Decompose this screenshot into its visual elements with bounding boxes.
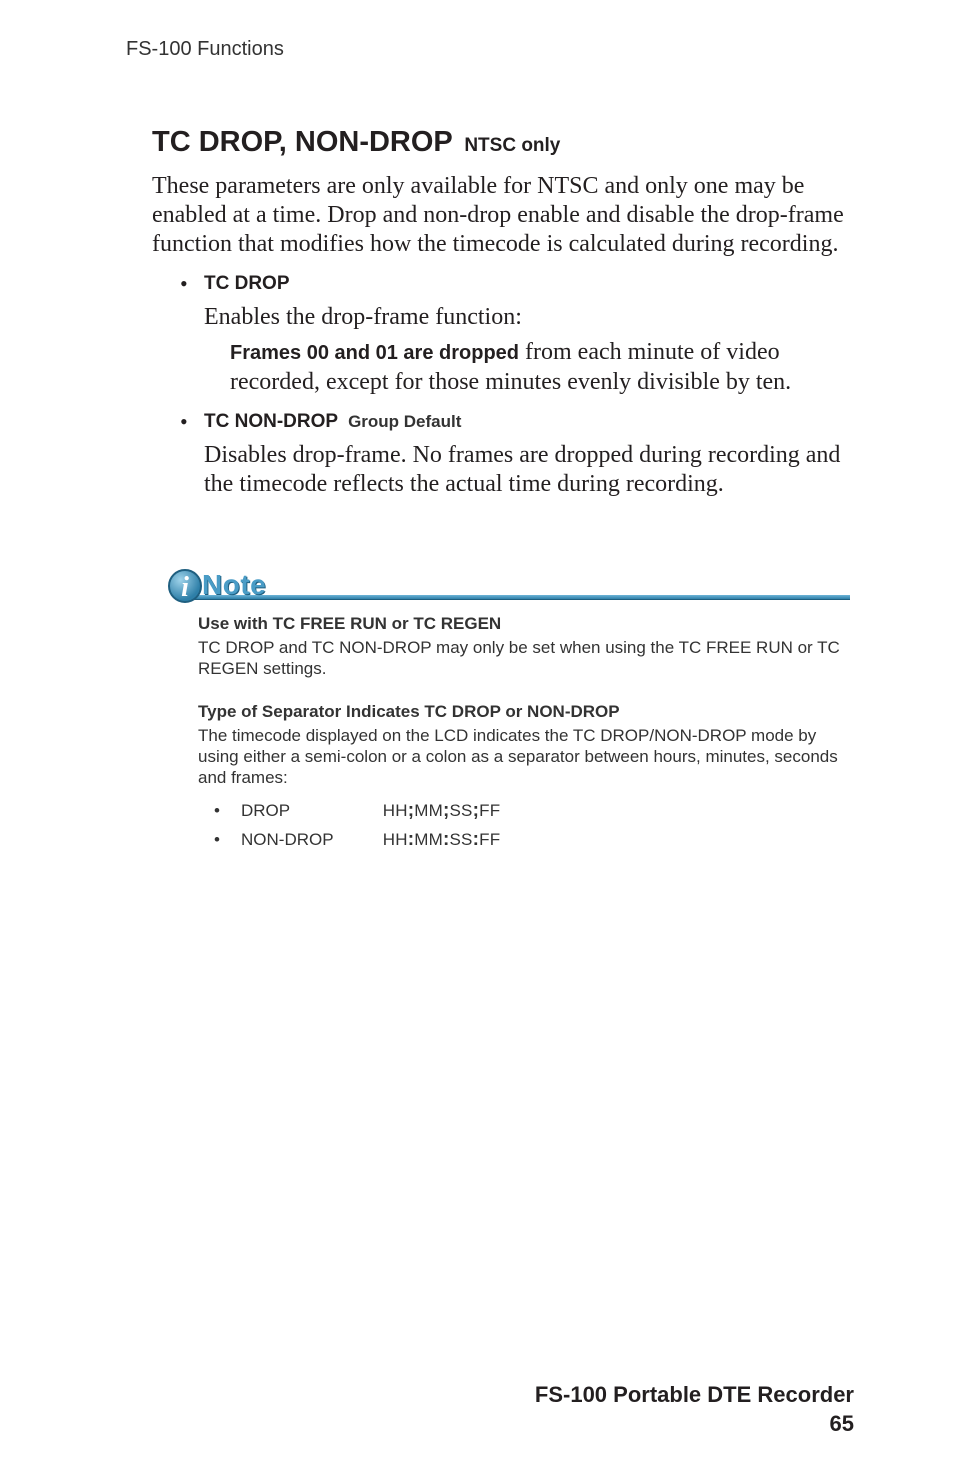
format-separator: : [442, 829, 450, 850]
format-ff: FF [479, 830, 501, 849]
separator-list [198, 796, 850, 854]
option-detail [204, 338, 852, 397]
format-hh: HH [382, 830, 408, 849]
section-qualifier: NTSC only [464, 135, 561, 156]
option-detail-bold: Frames 00 and 01 are dropped [230, 342, 520, 364]
format-pattern [383, 830, 501, 849]
note-rule [194, 595, 850, 600]
format-separator: ; [442, 800, 450, 821]
format-mode: DROP [241, 801, 291, 820]
option-name: TC NON-DROP [204, 411, 339, 432]
bullet-icon: • [214, 801, 220, 820]
section-title [152, 122, 852, 166]
note-block [198, 701, 850, 788]
group-default-tag: Group Default [348, 412, 462, 431]
option-tc-drop [152, 271, 852, 397]
bullet-icon: • [214, 830, 220, 849]
list-item [198, 796, 850, 825]
list-item [198, 825, 850, 854]
page-number: 65 [829, 1411, 854, 1436]
note-body [164, 613, 850, 854]
format-ff: FF [479, 801, 501, 820]
option-tc-non-drop [152, 409, 852, 499]
format-mm: MM [414, 830, 443, 849]
option-description: Enables the drop-frame function: [204, 304, 522, 330]
note-text: The timecode displayed on the LCD indicates the TC DROP/NON-DROP mode by using either a semi-colon or a colon as a separator between hours, minutes, seconds and frames: [198, 726, 838, 787]
intro-paragraph: These parameters are only available for NTSC and only one may be enabled at a time. Drop and non-drop enable and disable the drop-frame function that modifies how the timecode is calculated during recording. [152, 173, 844, 257]
note-banner [164, 565, 850, 609]
section-tc-drop [152, 122, 852, 499]
bullet-icon: • [180, 271, 188, 296]
format-separator: : [472, 829, 480, 850]
page-footer [535, 1380, 854, 1438]
section-title-text: TC DROP, NON-DROP [152, 126, 453, 158]
note-box [164, 565, 850, 854]
option-detail-rest: from each minute of video recorded, except for those minutes evenly divisible by ten. [230, 339, 792, 395]
note-heading: Type of Separator Indicates TC DROP or NON-DROP [198, 702, 620, 721]
format-hh: HH [382, 801, 408, 820]
format-pattern [383, 801, 501, 820]
bullet-icon: • [180, 409, 188, 434]
info-icon: i [168, 569, 202, 603]
format-separator: : [407, 829, 415, 850]
running-header: FS-100 Functions [126, 38, 284, 60]
option-description: Disables drop-frame. No frames are dropped during recording and the timecode reflects the actual time during recording. [204, 442, 841, 497]
format-mm: MM [414, 801, 443, 820]
note-heading: Use with TC FREE RUN or TC REGEN [198, 614, 502, 633]
format-separator: ; [407, 800, 415, 821]
format-mode: NON-DROP [241, 830, 334, 849]
format-ss: SS [449, 801, 473, 820]
note-text: TC DROP and TC NON-DROP may only be set when using the TC FREE RUN or TC REGEN settings. [198, 638, 840, 678]
format-separator: ; [472, 800, 480, 821]
note-block [198, 613, 850, 679]
format-ss: SS [449, 830, 473, 849]
footer-product: FS-100 Portable DTE Recorder [534, 1382, 854, 1407]
note-label: Note [202, 569, 267, 600]
option-name: TC DROP [204, 273, 290, 294]
